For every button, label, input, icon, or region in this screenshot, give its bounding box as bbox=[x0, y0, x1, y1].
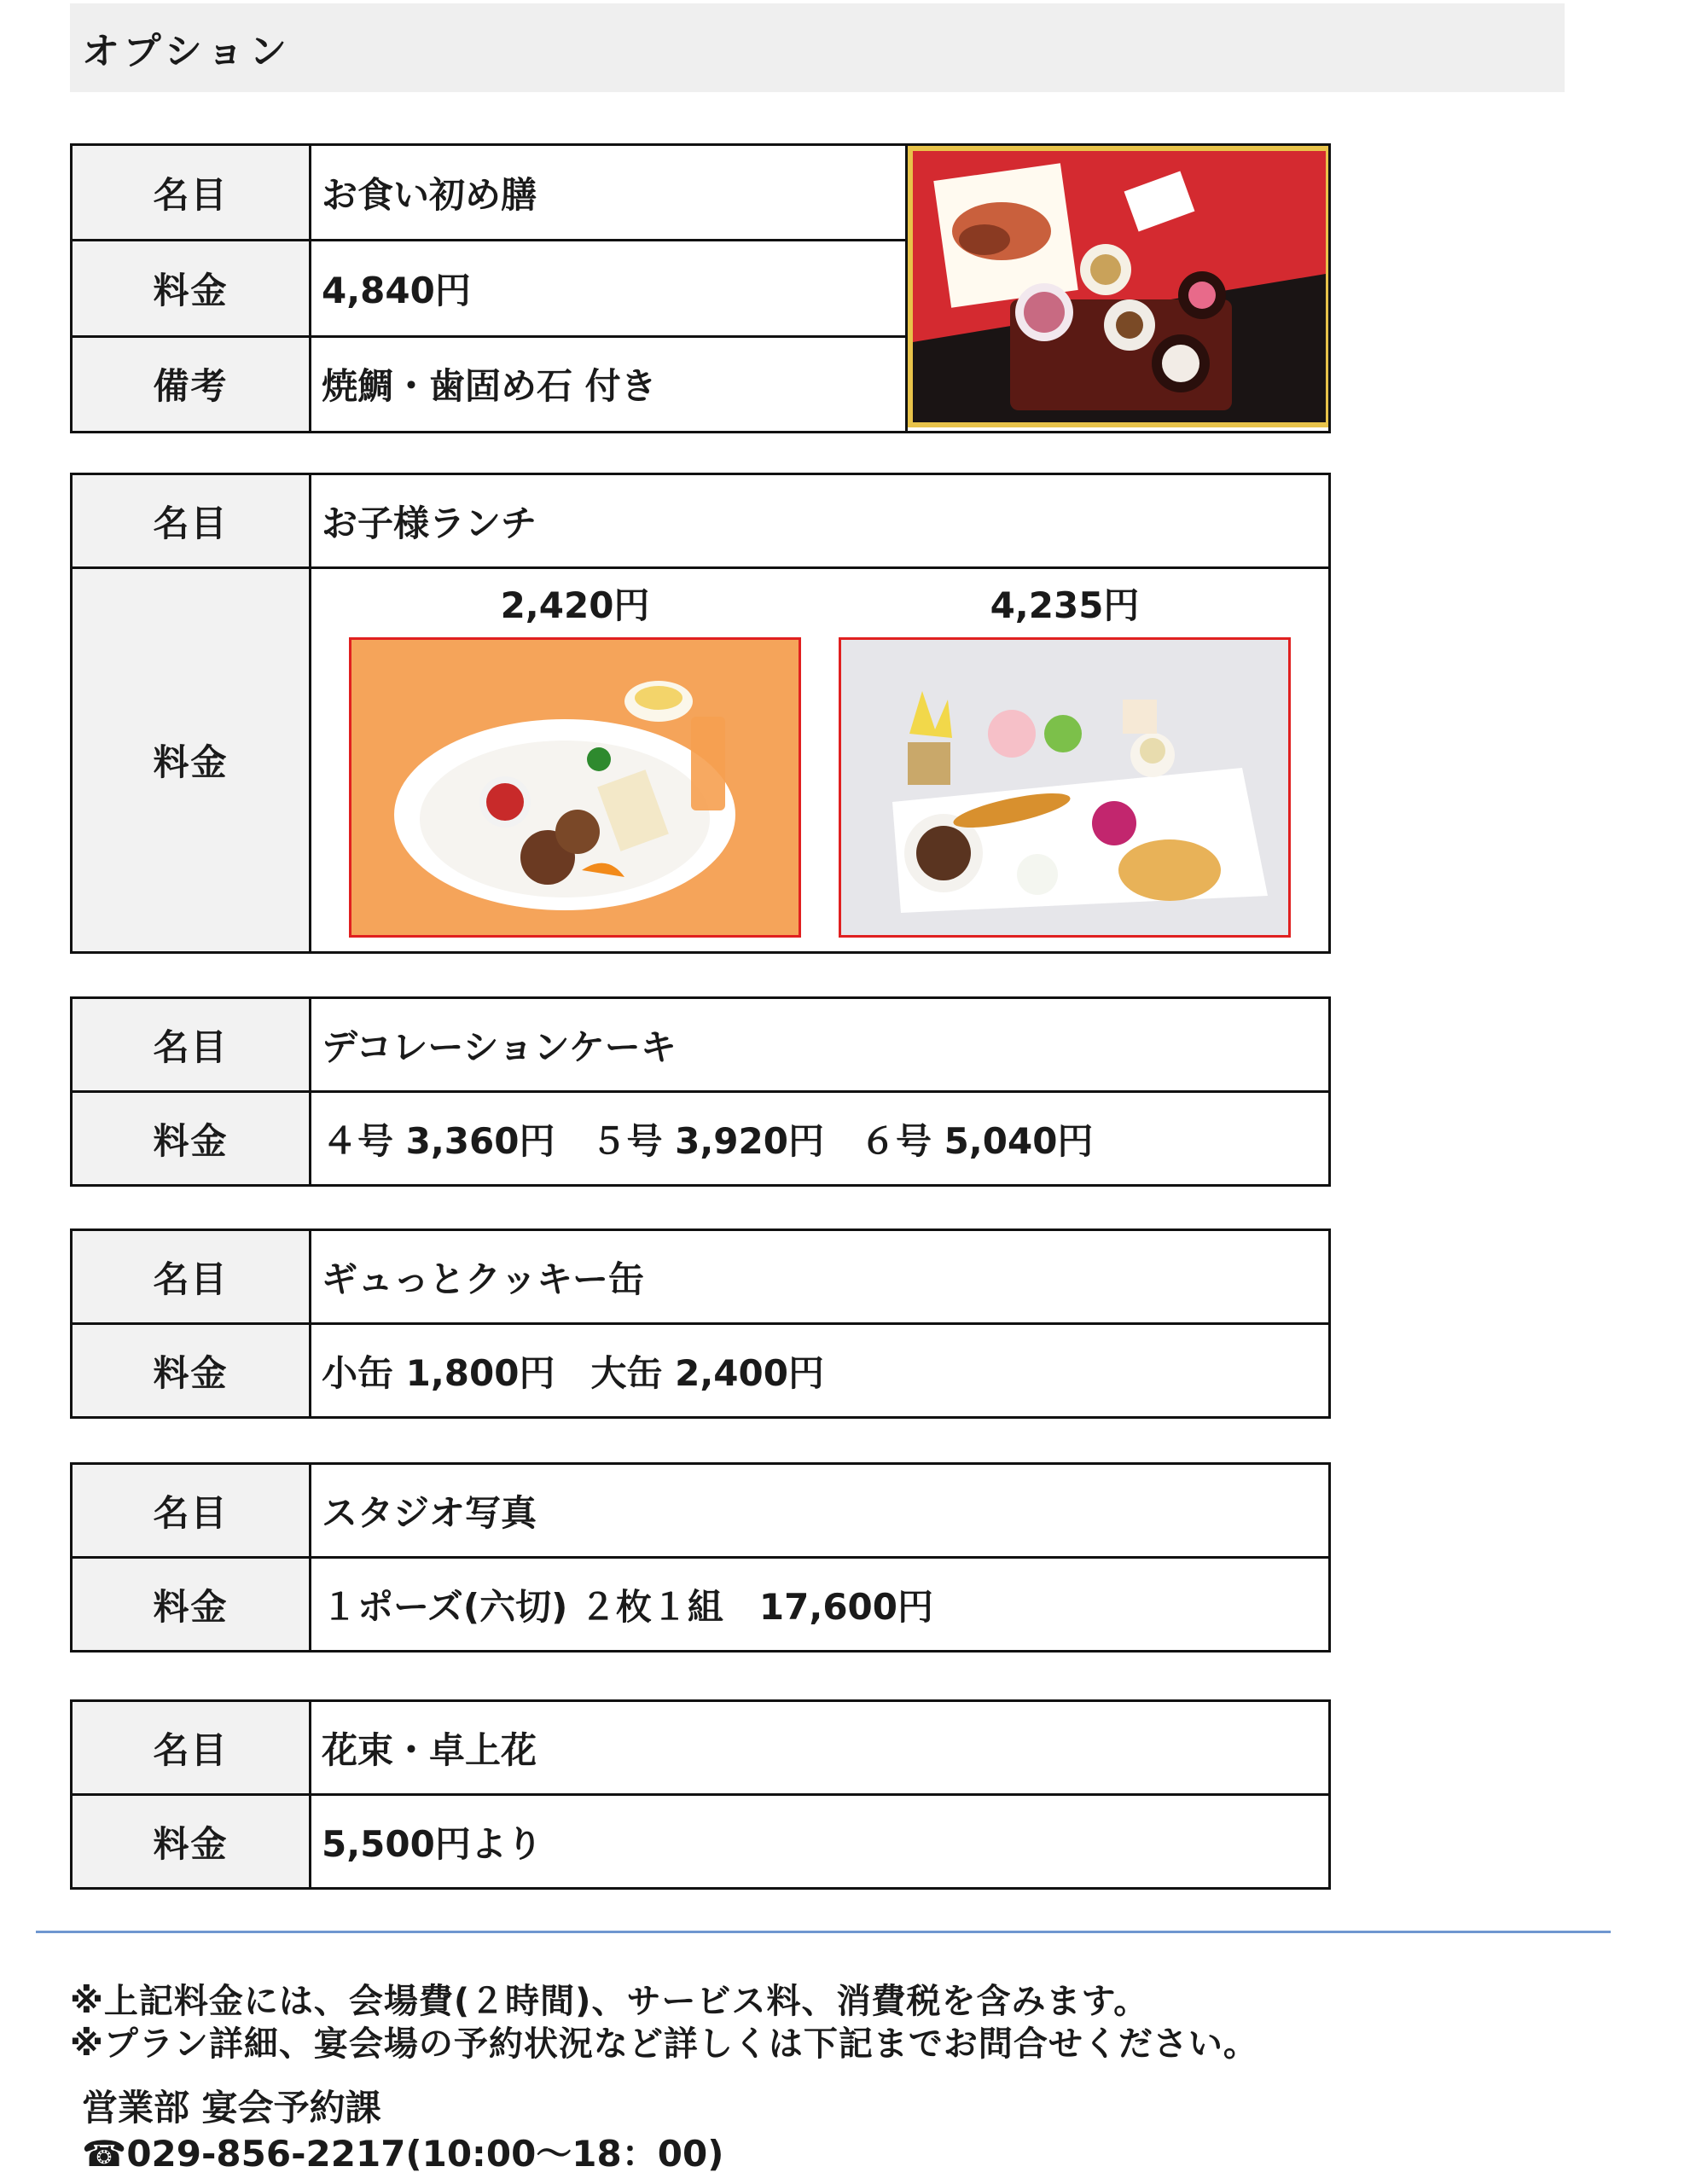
contact-phone[interactable]: ☎029‐856‐2217(10:00〜18：00) bbox=[82, 2133, 724, 2175]
price-label: 料金 bbox=[72, 1795, 311, 1889]
price-value: 5,500円より bbox=[311, 1795, 1330, 1889]
price-value: 小缶 1,800円 大缶 2,400円 bbox=[311, 1324, 1330, 1418]
price-label: 料金 bbox=[72, 1558, 311, 1652]
note-label: 備考 bbox=[72, 336, 311, 432]
okuizome-photo bbox=[908, 146, 1328, 431]
name-value: 花束・卓上花 bbox=[311, 1701, 1330, 1795]
name-label: 名目 bbox=[72, 145, 311, 241]
price-value: 4,840円 bbox=[311, 241, 907, 336]
kids-price-b: 4,235円 bbox=[990, 584, 1140, 626]
option-table-cookie bbox=[70, 1228, 1331, 1419]
price-label: 料金 bbox=[72, 241, 311, 336]
name-value: デコレーションケーキ bbox=[311, 998, 1330, 1092]
option-table-okuizome bbox=[70, 143, 1331, 433]
note-line-1: ※上記料金には、会場費(２時間)、サービス料、消費税を含みます。 bbox=[70, 1982, 1149, 2021]
name-value: スタジオ写真 bbox=[311, 1464, 1330, 1558]
name-label: 名目 bbox=[72, 998, 311, 1092]
kids-lunch-photo-a bbox=[349, 637, 801, 938]
name-value: お食い初め膳 bbox=[311, 145, 907, 241]
option-table-kids-lunch bbox=[70, 473, 1331, 954]
note-value: 焼鯛・歯固め石 付き bbox=[311, 336, 907, 432]
name-label: 名目 bbox=[72, 1464, 311, 1558]
name-label: 名目 bbox=[72, 1701, 311, 1795]
name-value: お子様ランチ bbox=[311, 474, 1330, 568]
kids-price-a: 2,420円 bbox=[500, 584, 650, 626]
name-label: 名目 bbox=[72, 1230, 311, 1324]
price-label: 料金 bbox=[72, 568, 311, 953]
option-table-flowers bbox=[70, 1699, 1331, 1890]
price-label: 料金 bbox=[72, 1092, 311, 1186]
price-label: 料金 bbox=[72, 1324, 311, 1418]
contact-dept: 営業部 宴会予約課 bbox=[82, 2087, 381, 2129]
kids-lunch-photo-b bbox=[839, 637, 1291, 938]
name-value: ギュっとクッキー缶 bbox=[311, 1230, 1330, 1324]
option-table-studio-photo bbox=[70, 1462, 1331, 1653]
okuizome-photo-cell bbox=[907, 145, 1330, 433]
option-table-cake bbox=[70, 996, 1331, 1187]
divider bbox=[36, 1931, 1611, 1933]
price-value: １ポーズ(六切) ２枚１組 17,600円 bbox=[311, 1558, 1330, 1652]
kids-price-cell bbox=[311, 568, 1330, 953]
name-label: 名目 bbox=[72, 474, 311, 568]
price-value: ４号 3,360円 ５号 3,920円 ６号 5,040円 bbox=[311, 1092, 1330, 1186]
note-line-2: ※プラン詳細、宴会場の予約状況など詳しくは下記までお問合せください。 bbox=[70, 2024, 1258, 2064]
section-header bbox=[70, 3, 1565, 92]
section-title: オプション bbox=[82, 30, 293, 73]
